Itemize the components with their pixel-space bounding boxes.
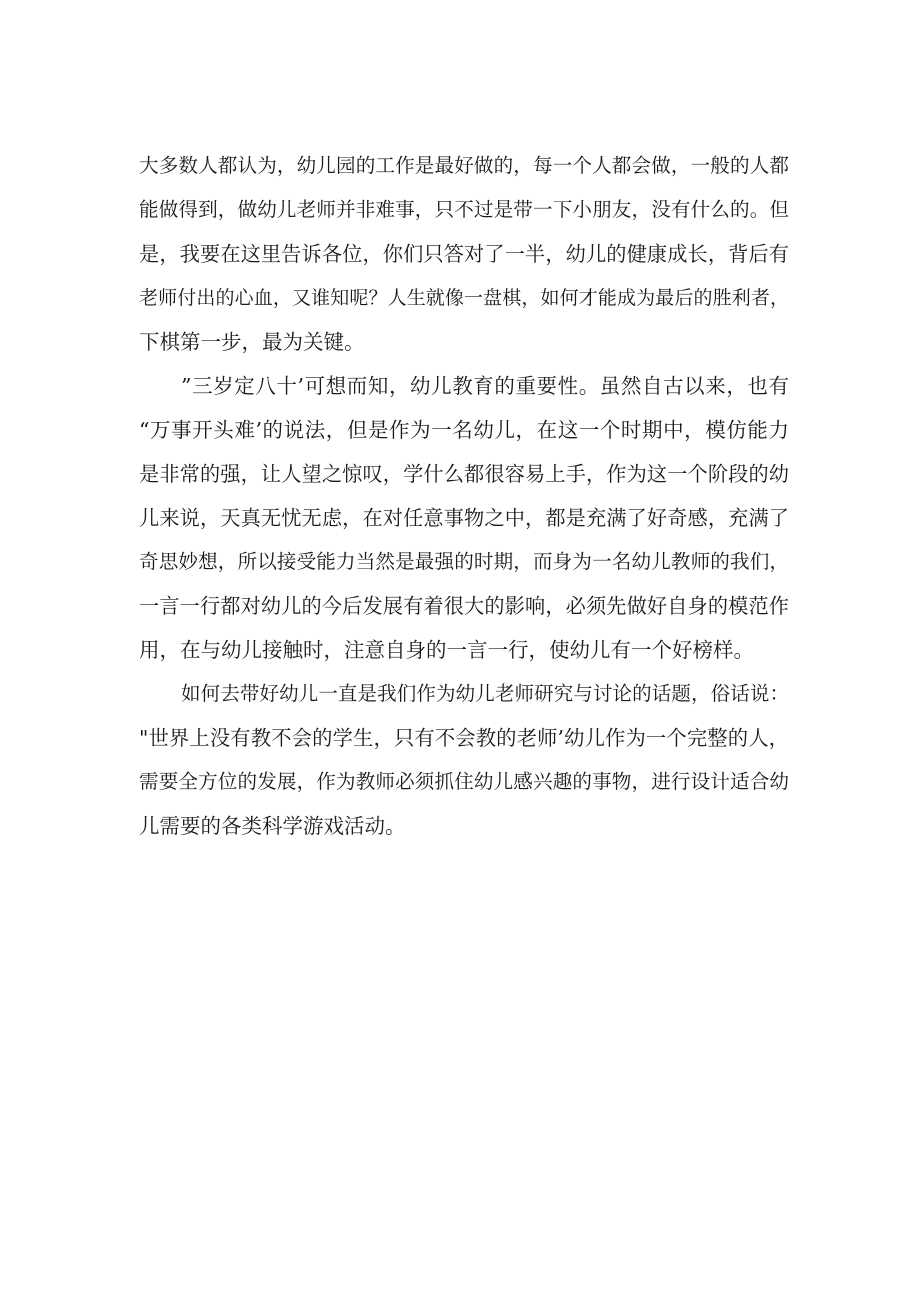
paragraph-3-line-3: 需要全方位的发展，作为教师必须抓住幼儿感兴趣的事物，进行设计适合幼 [139,770,789,793]
paragraph-3-line-2: "世界上没有教不会的学生，只有不会教的老师’幼儿作为一个完整的人， [139,726,789,750]
paragraph-2-line-4: 儿来说，天真无忧无虑，在对任意事物之中，都是充满了好奇感，充满了 [139,506,789,530]
paragraph-2-line-6: 一言一行都对幼儿的今后发展有着很大的影响，必须先做好自身的模范作 [139,594,789,618]
paragraph-3-line-4: 儿需要的各类科学游戏活动。 [139,814,406,838]
paragraph-1-line-4: 老师付出的心血，又谁知呢？人生就像一盘棋，如何才能成为最后的胜利者， [139,287,789,309]
paragraph-2-line-5: 奇思妙想，所以接受能力当然是最强的时期，而身为一名幼儿教师的我们， [139,550,789,573]
paragraph-2-line-1: ”三岁定八十’可想而知，幼儿教育的重要性。虽然自古以来，也有 [181,374,789,398]
paragraph-1-line-3: 是，我要在这里告诉各位，你们只答对了一半，幼儿的健康成长，背后有 [139,242,789,266]
paragraph-1-line-5: 下棋第一步，最为关键。 [139,330,365,354]
paragraph-3-line-1: 如何去带好幼儿一直是我们作为幼儿老师研究与讨论的话题，俗话说： [181,682,789,705]
paragraph-2-line-7: 用，在与幼儿接触时，注意自身的一言一行，使幼儿有一个好榜样。 [139,638,754,662]
document-body [139,144,789,848]
paragraph-1-line-2: 能做得到，做幼儿老师并非难事，只不过是带一下小朋友，没有什么的。但 [139,198,789,221]
paragraph-2-line-2: “万事开头难’的说法，但是作为一名幼儿，在这一个时期中，模仿能力 [139,418,789,442]
paragraph-2-line-3: 是非常的强，让人望之惊叹，学什么都很容易上手，作为这一个阶段的幼 [139,462,789,486]
paragraph-1-line-1: 大多数人都认为，幼儿园的工作是最好做的，每一个人都会做，一般的人都 [139,154,789,177]
